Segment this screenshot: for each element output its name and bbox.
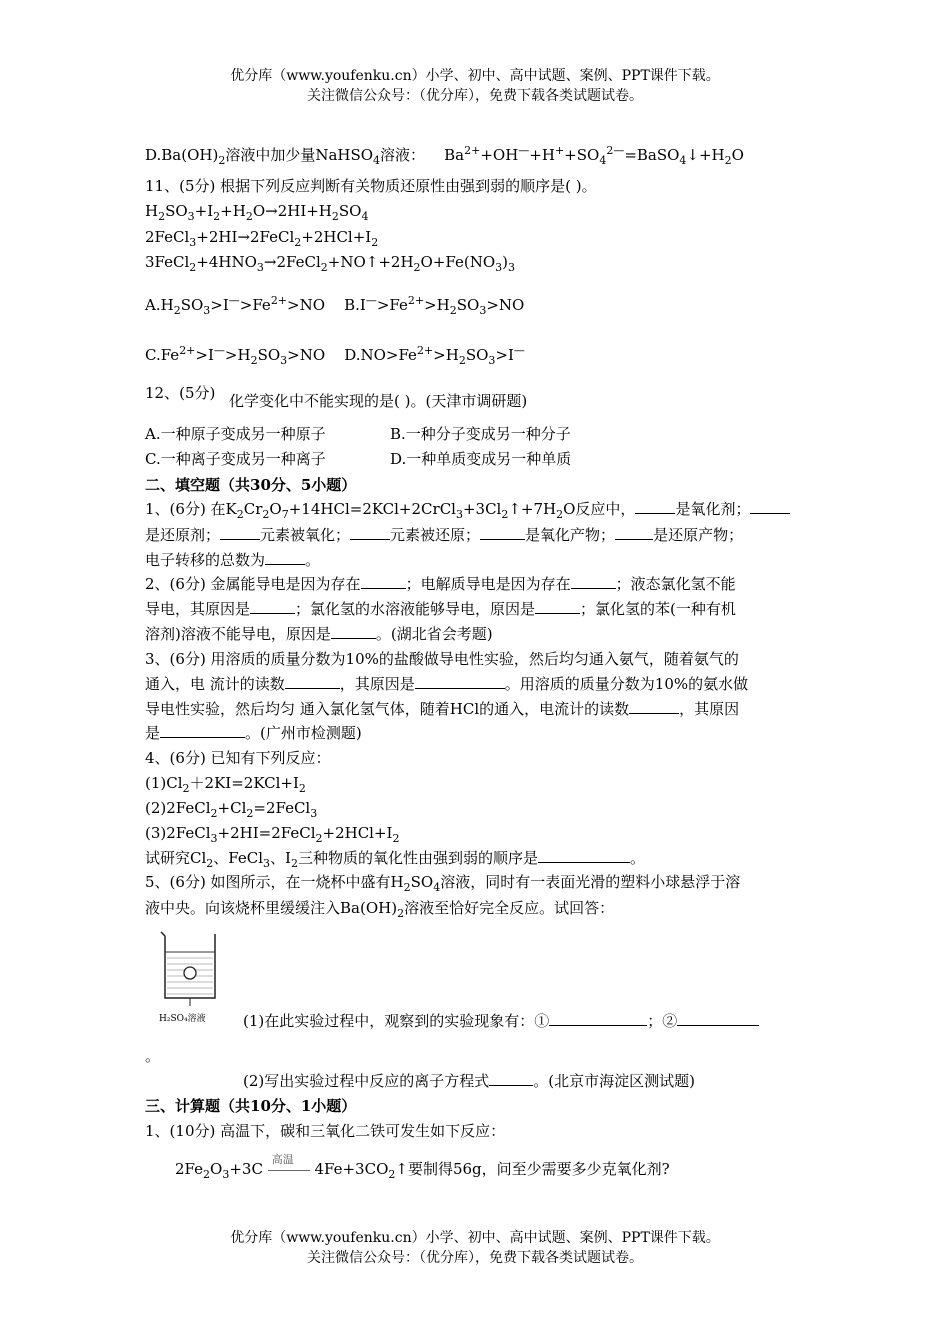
answer-blank[interactable] xyxy=(415,674,505,689)
fill-3-line-1: 3、(6分) 用溶质的质量分数为10%的盐酸做导电性实验，然后均匀通入氨气，随着氨气的 xyxy=(145,650,739,668)
q11-option-b: $B.I^—>Fe^{2+}>H_2SO_3>NO$ xyxy=(344,294,525,317)
fill-4-eq-3: $(3)2FeCl_3+2HI=2FeCl_2+2HCl+I_2$ xyxy=(145,824,400,845)
q11-reaction-1: $H_2SO_3+I_2+H_2O\to 2HI+H_2SO_4$ xyxy=(145,202,369,223)
footer-line-2: 关注微信公众号：（优分库），免费下载各类试题试卷。 xyxy=(307,1250,643,1266)
answer-blank[interactable] xyxy=(220,525,260,540)
section-3-title: 三、计算题（共10分、1小题） xyxy=(145,1097,357,1115)
answer-blank[interactable] xyxy=(265,550,305,565)
q12-option-d: D.一种单质变成另一种单质 xyxy=(390,450,572,468)
fill-2-line-1: 2、(6分) 金属能导电是因为存在 ；电解质导电是因为存在 ；液态氯化氢不能 xyxy=(145,575,736,593)
answer-blank[interactable] xyxy=(489,1071,533,1086)
q11-reaction-3: $3FeCl_2+4HNO_3\to 2FeCl_2+NO↑+2H_2O+Fe(NO_3)_3$ xyxy=(145,253,516,274)
q11-option-d: $D.NO>Fe^{2+}>H_2SO_3>I^—$ xyxy=(344,344,525,367)
fill-5-part-1-end: 。 xyxy=(145,1047,161,1065)
fill-2-line-2: 导电，其原因是 ；氯化氢的水溶液能够导电，原因是 ；氯化氢的苯(一种有机 xyxy=(145,600,736,618)
q10-option-d: $D.Ba(OH)_2$溶液中加少量NaHSO$_4$溶液： $Ba^{2+}+OH^—+H^++SO_4^{2—}=BaSO_4↓+H_2O$ xyxy=(145,144,744,167)
answer-blank[interactable] xyxy=(615,525,653,540)
answer-blank[interactable] xyxy=(677,1011,759,1026)
q12-option-c: C.一种离子变成另一种离子 xyxy=(145,450,326,468)
beaker-label: H₂SO₄溶液 xyxy=(159,1014,206,1024)
fill-3-line-4: 是 。(广州市检测题) xyxy=(145,724,362,742)
fill-5-part-1: (1)在此实验过程中，观察到的实验现象有：① ；② xyxy=(243,1010,759,1032)
q11-options-ab xyxy=(145,290,524,322)
page-header xyxy=(0,66,950,106)
answer-blank[interactable] xyxy=(285,674,340,689)
q11-reaction-2: $2FeCl_3+2HI\to 2FeCl_2+2HCl+I_2$ xyxy=(145,228,379,249)
fill-1-line-2: 是还原剂； 元素被氧化； 元素被还原； 是氧化产物； 是还原产物； xyxy=(145,526,744,544)
reaction-condition: 高温 xyxy=(268,1161,310,1179)
answer-blank[interactable] xyxy=(361,574,406,589)
answer-blank[interactable] xyxy=(160,723,245,738)
fill-4-stem: 4、(6分) 已知有下列反应： xyxy=(145,749,331,767)
fill-5-line-1: 5、(6分) 如图所示，在一烧杯中盛有$H_2SO_4$溶液，同时有一表面光滑的塑料小球悬浮于溶 xyxy=(145,873,741,894)
answer-blank[interactable] xyxy=(480,525,525,540)
header-line-2: 关注微信公众号：（优分库），免费下载各类试题试卷。 xyxy=(307,88,643,104)
q12-option-a: A.一种原子变成另一种原子 xyxy=(145,425,326,443)
fill-2-line-3: 溶剂)溶液不能导电，原因是 。(湖北省会考题) xyxy=(145,625,493,643)
answer-blank[interactable] xyxy=(629,699,679,714)
answer-blank[interactable] xyxy=(750,499,790,514)
q11-option-a: $A.H_2SO_3>I^—>Fe^{2+}>NO$ xyxy=(145,294,326,317)
fill-4-eq-2: $(2)2FeCl_2+Cl_2=2FeCl_3$ xyxy=(145,799,318,820)
q11-stem: 11、(5分) 根据下列反应判断有关物质还原性由强到弱的顺序是( )。 xyxy=(145,177,597,195)
calc-1-equation: $2Fe_2O_3+3C$ 高温 $4Fe+3CO_2↑$要制得56g，问至少需要多少克氧化剂? xyxy=(175,1153,670,1181)
q12-number: 12、(5分) xyxy=(145,384,216,402)
answer-blank[interactable] xyxy=(350,525,390,540)
footer-line-1: 优分库（www.youfenku.cn）小学、初中、高中试题、案例、PPT课件下载。 xyxy=(230,1230,720,1246)
beaker-icon xyxy=(159,930,219,1010)
answer-blank[interactable] xyxy=(571,574,616,589)
answer-blank[interactable] xyxy=(549,1011,647,1026)
q11-options-cd xyxy=(145,340,525,372)
answer-blank[interactable] xyxy=(535,599,580,614)
q12-stem: 化学变化中不能实现的是( )。(天津市调研题) xyxy=(229,392,528,410)
answer-blank[interactable] xyxy=(331,624,376,639)
header-line-1: 优分库（www.youfenku.cn）小学、初中、高中试题、案例、PPT课件下载。 xyxy=(230,68,720,84)
fill-5-part-2: (2)写出实验过程中反应的离子方程式 。(北京市海淀区测试题) xyxy=(243,1072,695,1090)
q11-option-c: $C.Fe^{2+}>I^—>H_2SO_3>NO$ xyxy=(145,344,326,367)
fill-4-eq-1: $(1)Cl_2+2KI=2KCl+I_2$ xyxy=(145,774,306,795)
q12-option-b: B.一种分子变成另一种分子 xyxy=(390,425,571,443)
fill-3-line-2: 通入，电 流计的读数 ，其原因是 。用溶质的质量分数为10%的氨水做 xyxy=(145,675,749,693)
fill-1-line-1: 1、(6分) 在$K_2Cr_2O_7+14HCl=2KCl+2CrCl_3+3Cl_2↑+7H_2O$反应中， 是氧化剂； xyxy=(145,498,790,526)
fill-1-line-3: 电子转移的总数为 。 xyxy=(145,551,321,569)
answer-blank[interactable] xyxy=(635,499,675,514)
page-footer xyxy=(0,1228,950,1268)
section-2-title: 二、填空题（共30分、5小题） xyxy=(145,476,357,494)
answer-blank[interactable] xyxy=(538,848,630,863)
calc-1-stem: 1、(10分) 高温下，碳和三氧化二铁可发生如下反应： xyxy=(145,1122,506,1140)
beaker-figure xyxy=(159,930,219,1022)
fill-5-line-2: 液中央。向该烧杯里缓缓注入$Ba(OH)_2$溶液至恰好完全反应。试回答： xyxy=(145,899,615,920)
answer-blank[interactable] xyxy=(250,599,295,614)
fill-4-question: 试研究$Cl_2$、FeCl$_3$、$I_2$三种物质的氧化性由强到弱的顺序是 。 xyxy=(145,849,645,870)
fill-3-line-3: 导电性实验，然后均匀 通入氯化氢气体，随着HCl的通入，电流计的读数 ，其原因 xyxy=(145,700,740,718)
